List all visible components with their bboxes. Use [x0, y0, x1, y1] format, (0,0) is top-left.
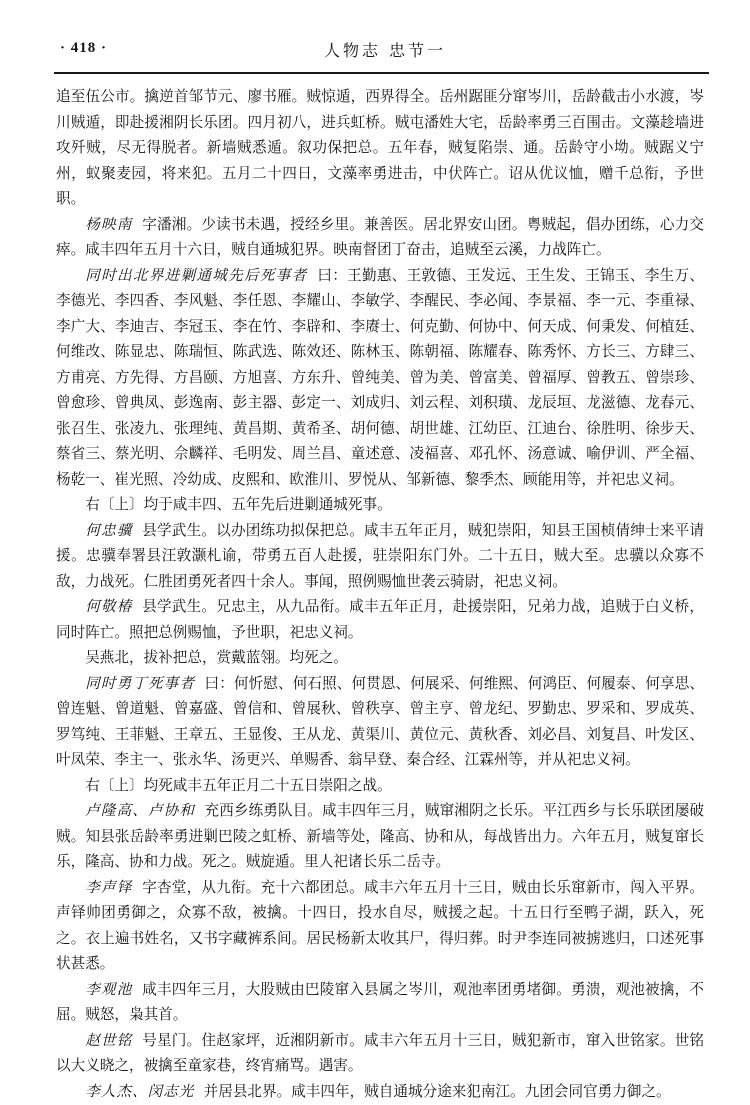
paragraph-text: 县学武生。以办团练功拟保把总。咸丰五年正月，贼犯崇阳，知县王国桢倩绅士来平请援。忠骥奉署县汪敦灏札谕，带勇五百人赴援，驻崇阳东门外。二十五日，贼大至。忠骥以众寡不敌，力战死。仁胜团勇死者四十余人。事闻，照例赐恤世袭云骑尉，祀忠义祠。	[56, 521, 704, 590]
page-number: · 418 ·	[60, 40, 108, 56]
paragraph-text: 充西乡练勇队目。咸丰四年三月，贼窜湘阴之长乐。平江西乡与长乐联团屡破贼。知县张岳龄率勇进剿巴陵之虹桥、新墙等处，隆高、协和从，每战皆出力。六年五月，贼复窜长乐，隆高、协和力战。死之。贼旋遁。里人祀诸长乐二岳寺。	[56, 802, 704, 870]
paragraph	[56, 645, 704, 671]
header-rule	[54, 72, 709, 74]
paragraph	[56, 594, 704, 645]
paragraph	[56, 977, 704, 1028]
paragraph-text: 曰：王勤惠、王敦德、王发远、王生发、王锦玉、李生万、李德光、李四香、李风魁、李任恩、李耀山、李敏学、李醒民、李必闻、李景福、李一元、李重禄、李广大、李迪吉、李冠玉、李在竹、李辟和、李赓士、何克勤、何协中、何天成、何秉发、何植廷、何维改、陈显忠、陈瑞恒、陈武选、陈效还、陈林玉、陈朝福、陈耀春、陈秀怀、方长三、方肆三、方甫亮、方先得、方昌颐、方旭喜、方东升、曾纯美、曾为美、曾富美、曾福厚、曾教五、曾崇珍、曾愈珍、曾典凤、彭逸南、彭主器、彭定一、刘成归、刘云程、刘积璜、龙辰垣、龙滋德、龙春元、张召生、张凌九、张理纯、黄昌期、黄希圣、胡何德、胡世雄、江幼臣、江迪台、徐胜明、徐步天、蔡省三、蔡光明、佘麟祥、毛明发、周兰昌、童述意、凌福喜、邓孔怀、汤意诚、喻伊训、严全福、杨乾一、崔光照、冷幼成、皮熙和、欧淮川、罗悦从、邹新德、黎季杰、顾能用等，并祀忠义祠。	[56, 266, 704, 488]
paragraph	[56, 84, 704, 212]
person-name: 同时勇丁死事者	[85, 674, 196, 692]
person-name: 赵世铭	[85, 1031, 133, 1049]
paragraph-text: 县学武生。兄忠主，从九品衔。咸丰五年正月，赴援崇阳，兄弟力战，追贼于白义桥，同时阵亡。照把总例赐恤，予世职，祀忠义祠。	[56, 598, 704, 641]
paragraph-text: 号星门。住赵家坪，近湘阴新市。咸丰六年五月十三日，贼犯新市，窜入世铭家。世铭以大义晓之，被擒至童家巷，终宵痛骂。遇害。	[56, 1031, 704, 1074]
paragraph	[56, 798, 704, 875]
paragraph	[56, 671, 704, 773]
paragraph-text: 咸丰四年三月，大股贼由巴陵窜入县属之岑川，观池率团勇堵御。勇溃，观池被擒，不屈。贼怒，枭其首。	[56, 980, 704, 1023]
page-header	[60, 34, 710, 66]
paragraph	[56, 212, 704, 263]
paragraph-text: 并居县北界。咸丰四年，贼自通城分途来犯南江。九团会同官勇力御之。	[203, 1082, 671, 1100]
paragraph	[56, 263, 704, 493]
paragraph-text: 曰：何忻慰、何石照、何贯恩、何展采、何维熙、何鸿臣、何履泰、何享思、曾连魁、曾道魁、曾嘉盛、曾信和、曾展秋、曾秩享、曾主亨、曾龙纪、罗勤忠、罗采和、罗成英、罗笃纯、王菲魁、王章五、王显俊、王从龙、黄渠川、黄位元、黄秋香、刘必昌、刘复昌、叶发区、叶凤荣、李主一、张永华、汤更兴、单赐香、翁早登、秦合经、江霖州等，并从祀忠义祠。	[56, 674, 704, 768]
paragraph	[56, 492, 704, 518]
paragraph-text: 字杏堂，从九衔。充十六都团总。咸丰六年五月十三日，贼由长乐窜新市，闯入平界。声铎帅团勇御之，众寡不敌，被擒。十四日，投水自尽，贼援之起。十五日行至鸭子湖，跃入，死之。衣上遍书姓名，又书字藏裤系间。居民杨新太收其尸，得归葬。时尹李连同被掳逃归，口述死事状甚悉。	[56, 878, 704, 972]
person-name: 李人杰、闵志光	[85, 1082, 195, 1100]
paragraph-text: 右〔上〕均于咸丰四、五年先后进剿通城死事。	[85, 496, 392, 513]
paragraph-text: 吴燕北，拔补把总，赏戴蓝翎。均死之。	[85, 649, 348, 666]
person-name: 李声铎	[85, 878, 133, 896]
paragraph-text: 右〔上〕均死咸丰五年正月二十五日崇阳之战。	[85, 776, 392, 794]
paragraph	[56, 518, 704, 595]
person-name: 同时出北界进剿通城先后死事者	[85, 266, 308, 284]
paragraph-text: 追至伍公市。擒逆首邹节元、廖书雁。贼惊遁，西界得全。岳州踞匪分窜岑川，岳龄截击小水渡，岑川贼遁，即赴援湘阴长乐团。四月初八，进兵虹桥。贼屯潘姓大宅，岳龄率勇三百围击。文藻趁墙进攻歼贼，尽无得脱者。新墙贼悉遁。叙功保把总。五年春，贼复陷崇、通。岳龄守小坳。贼踞义宁州，蚁聚麦园，将来犯。五月二十四日，文藻率勇进击，中伏阵亡。诏从优议恤，赠千总衔，予世职。	[56, 88, 704, 207]
paragraph-text: 字潘湘。少读书未遇，授经乡里。兼善医。居北界安山团。粤贼起，倡办团练，心力交瘁。咸丰四年五月十六日，贼自通城犯界。映南督团丁奋击，追贼至云溪，力战阵亡。	[56, 215, 704, 258]
paragraph	[56, 1028, 704, 1079]
person-name: 何忠骥	[85, 521, 133, 539]
person-name: 何敬椿	[85, 598, 133, 615]
paragraph	[56, 773, 704, 799]
paragraph	[56, 875, 704, 977]
paragraph	[56, 1079, 704, 1105]
person-name: 卢隆高、卢协和	[85, 802, 196, 819]
person-name: 李观池	[85, 980, 133, 998]
person-name: 杨映南	[85, 215, 133, 233]
running-title: 人物志 忠节一	[323, 41, 447, 60]
page-body	[56, 84, 704, 1104]
